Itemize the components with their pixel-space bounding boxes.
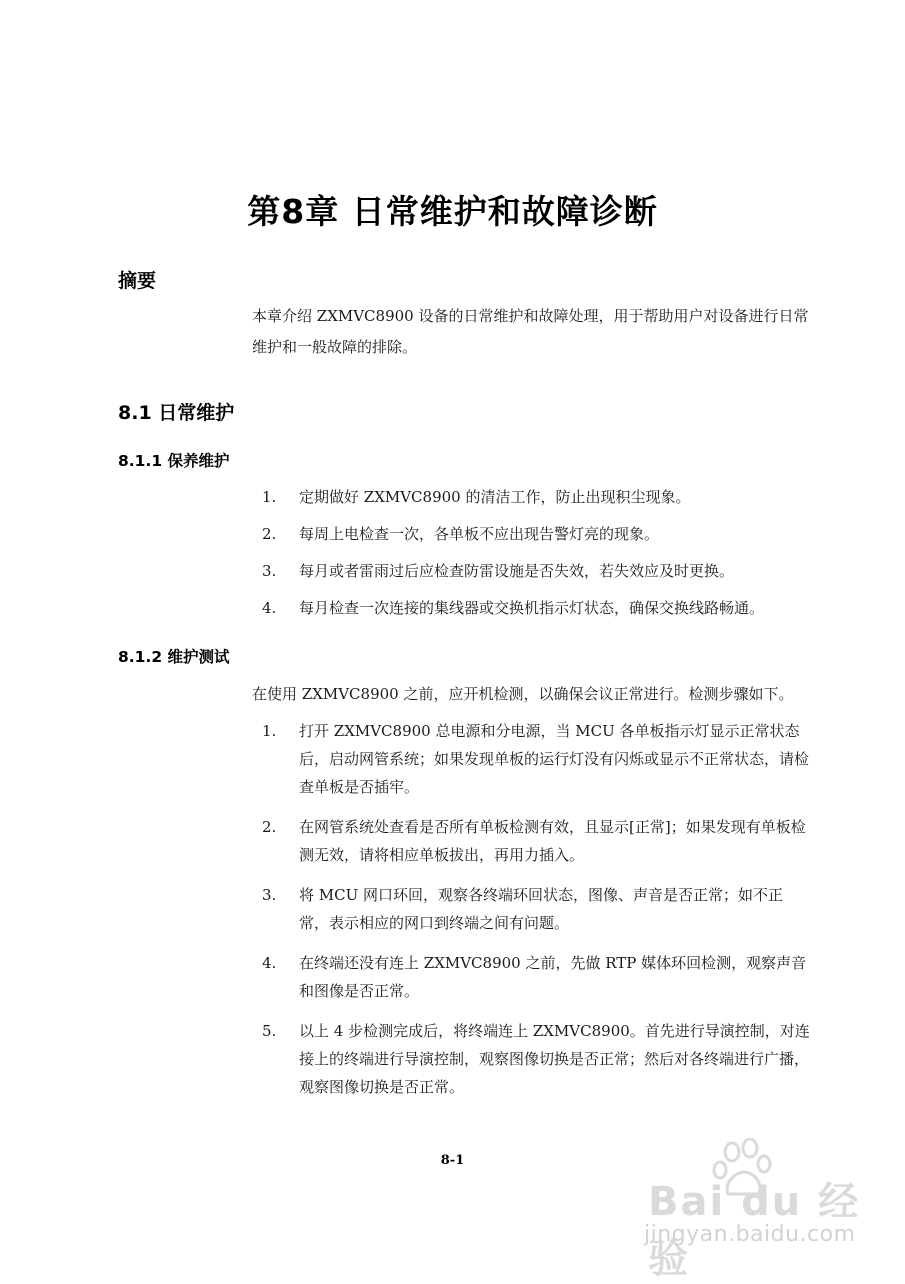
list-item-text: 每周上电检查一次，各单板不应出现告警灯亮的现象。 [299,525,660,543]
test-intro: 在使用 ZXMVC8900 之前，应开机检测，以确保会议正常进行。检测步骤如下。 [252,685,794,703]
list-item-number: 2. [262,525,277,543]
abstract-heading: 摘要 [118,270,157,292]
list-item [262,813,812,869]
list-item-text: 定期做好 ZXMVC8900 的清洁工作，防止出现积尘现象。 [299,488,691,506]
list-item-number: 5. [262,1022,277,1040]
watermark-url: jingyan.baidu.com [644,1222,856,1247]
list-item-text: 打开 ZXMVC8900 总电源和分电源，当 MCU 各单板指示灯显示正常状态后，启动网管系统；如果发现单板的运行灯没有闪烁或显示不正常状态，请检查单板是否插牢。 [299,722,810,796]
list-item [262,949,812,1005]
list-item [262,717,812,801]
list-item-number: 4. [262,599,277,617]
list-item-text: 将 MCU 网口环回，观察各终端环回状态，图像、声音是否正常；如不正常，表示相应的网口到终端之间有问题。 [299,886,784,932]
list-item [262,522,812,546]
list-item [262,596,812,620]
list-item-text: 每月或者雷雨过后应检查防雷设施是否失效，若失效应及时更换。 [299,562,735,580]
list-item-text: 在终端还没有连上 ZXMVC8900 之前，先做 RTP 媒体环回检测，观察声音和图像是否正常。 [299,954,807,1000]
watermark-logo-text: Bai du 经验 [648,1179,861,1282]
page-number: 8-1 [440,1153,465,1168]
list-item-text: 以上 4 步检测完成后，将终端连上 ZXMVC8900。首先进行导演控制，对连接上的终端进行导演控制，观察图像切换是否正常；然后对各终端进行广播，观察图像切换是否正常。 [299,1022,810,1096]
list-item [262,881,812,937]
list-item-number: 3. [262,886,277,904]
abstract-body: 本章介绍 ZXMVC8900 设备的日常维护和故障处理，用于帮助用户对设备进行日常维护和一般故障的排除。 [252,307,809,356]
list-item-number: 3. [262,562,277,580]
list-item-text: 每月检查一次连接的集线器或交换机指示灯状态，确保交换线路畅通。 [299,599,765,617]
list-item [262,485,812,509]
subsection-heading-8-1-1: 8.1.1 保养维护 [118,452,230,470]
list-item [262,559,812,583]
test-steps-list [262,717,812,1113]
list-item-number: 1. [262,488,277,506]
list-item-text: 在网管系统处查看是否所有单板检测有效，且显示[正常]；如果发现有单板检测无效，请将相应单板拔出，再用力插入。 [299,818,806,864]
baidu-watermark [640,1140,880,1282]
maintenance-list [262,485,812,633]
list-item-number: 1. [262,722,277,740]
list-item [262,1017,812,1101]
list-item-number: 2. [262,818,277,836]
chapter-title: 第8章 日常维护和故障诊断 [247,192,658,231]
section-heading-8-1: 8.1 日常维护 [118,402,235,424]
list-item-number: 4. [262,954,277,972]
subsection-heading-8-1-2: 8.1.2 维护测试 [118,648,230,666]
